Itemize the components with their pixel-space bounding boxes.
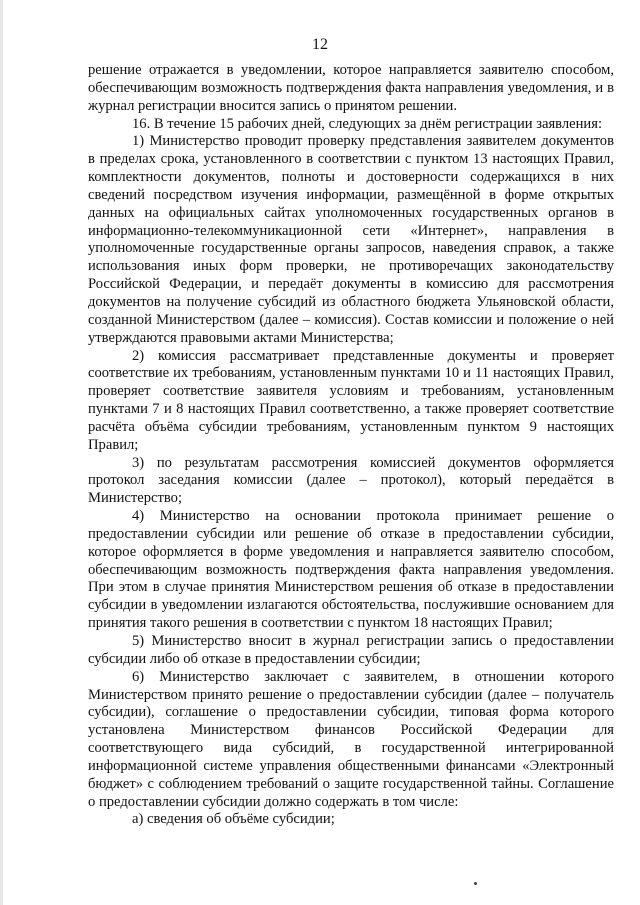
- scan-speck: [474, 882, 477, 885]
- paragraph: 3) по результатам рассмотрения комиссией документов оформляется протокол заседания комиссии (далее – протокол), который передаётся в Министерство;: [88, 454, 614, 507]
- paragraph: 1) Министерство проводит проверку представления заявителем документов в пределах срока, установленного в соответствии с пунктом 13 настоящих Правил, комплектности документов, полноты и достоверности содержащихся в них сведений посредством изучения информации, размещённой в форме открытых данных на официальных сайтах уполномоченных государственных органов в информационно-телекоммуникационной сети «Интернет», направления в уполномоченные государственные органы запросов, наведения справок, а также использования иных форм проверки, не противоречащих законодательству Российской Федерации, и передаёт документы в комиссию для рассмотрения документов на получение субсидий из областного бюджета Ульяновской области, созданной Министерством (далее – комиссия). Состав комиссии и положение о ней утверждаются правовыми актами Министерства;: [88, 133, 614, 346]
- page-number: 12: [312, 36, 328, 53]
- paragraph: решение отражается в уведомлении, которое направляется заявителю способом, обеспечивающим возможность подтверждения факта направления уведомления, и в журнал регистрации вносится запись о принятом решении.: [88, 62, 614, 114]
- paragraph: 4) Министерство на основании протокола принимает решение о предоставлении субсидии или решение об отказе в предоставлении субсидии, которое оформляется в форме уведомления и направляется заявителю способом, обеспечивающим возможность подтверждения факта направления уведомления. При этом в случае принятия Министерством решения об отказе в предоставлении субсидии в уведомлении излагаются обстоятельства, послужившие основанием для принятия такого решения в соответствии с пунктом 18 настоящих Правил;: [88, 508, 614, 632]
- paragraph: 2) комиссия рассматривает представленные документы и проверяет соответствие их требованиям, установленным пунктами 10 и 11 настоящих Правил, проверяет соответствие заявителя условиям и требованиям, установленным пунктами 7 и 8 настоящих Правил соответственно, а также проверяет соответствие расчёта объёма субсидии требованиям, установленным пунктом 9 настоящих Правил;: [88, 347, 614, 453]
- paragraph: 6) Министерство заключает с заявителем, в отношении которого Министерством принято решение о предоставлении субсидии (далее – получатель субсидии), соглашение о предоставлении субсидии, типовая форма которого установлена Министерством финансов Российской Федерации для соответствующего вида субсидий, в государственной интегрированной информационной системе управления общественными финансами «Электронный бюджет» с соблюдением требований о защите государственной тайны. Соглашение о предоставлении субсидии должно содержать в том числе:: [88, 668, 614, 810]
- document-body: [88, 62, 614, 829]
- paragraph: 5) Министерство вносит в журнал регистрации запись о предоставлении субсидии либо об отказе в предоставлении субсидии;: [88, 633, 614, 667]
- scan-edge: [0, 0, 3, 905]
- paragraph: 16. В течение 15 рабочих дней, следующих за днём регистрации заявления:: [132, 115, 603, 132]
- paragraph: а) сведения об объёме субсидии;: [132, 811, 335, 828]
